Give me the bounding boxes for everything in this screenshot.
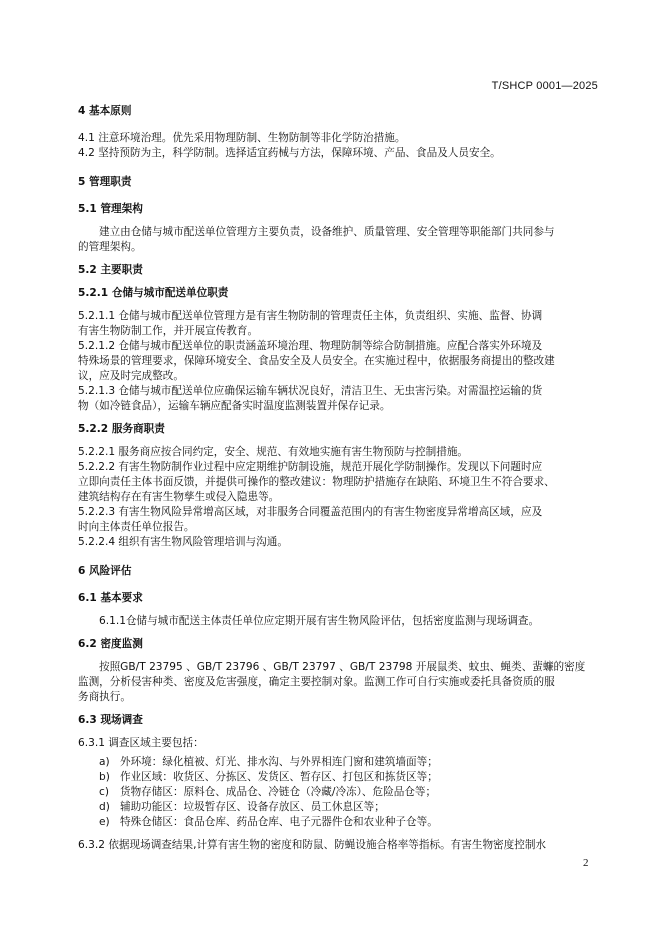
list-text: 作业区域：收货区、分拣区、发货区、暂存区、打包区和拣货区等；	[120, 771, 438, 783]
list-label: b)	[99, 771, 110, 783]
clause-6-2-text-cont2: 务商执行。	[78, 691, 131, 703]
section-5-2-2-heading: 5.2.2 服务商职责	[78, 423, 165, 435]
clause-5-2-2-4: 5.2.2.4 组织有害生物风险管理培训与沟通。	[78, 536, 288, 548]
clause-5-2-2-3-cont: 时向主体责任单位报告。	[78, 521, 195, 533]
list-text: 辅助功能区：垃圾暂存区、设备存放区、员工休息区等；	[120, 801, 385, 813]
page-number: 2	[583, 857, 589, 869]
section-5-1-heading: 5.1 管理架构	[78, 203, 143, 215]
clause-5-2-1-1-cont: 有害生物防制工作，并开展宣传教育。	[78, 325, 259, 337]
list-label: d)	[99, 801, 110, 813]
clause-5-2-2-3: 5.2.2.3 有害生物风险异常增高区域，对非服务合同覆盖范围内的有害生物密度异常增高区域，应及	[78, 506, 543, 518]
clause-6-3-2: 6.3.2 依据现场调查结果,计算有害生物的密度和防鼠、防蝇设施合格率等指标。有害生物密度控制水	[78, 839, 547, 851]
section-5-heading: 5 管理职责	[78, 176, 132, 188]
clause-5-2-2-1: 5.2.2.1 服务商应按合同约定，安全、规范、有效地实施有害生物预防与控制措施。	[78, 446, 469, 458]
clause-5-2-2-2-cont2: 建筑结构存在有害生物孳生或侵入隐患等。	[78, 491, 280, 503]
list-label: e)	[99, 816, 110, 828]
list-text: 货物存储区：原料仓、成品仓、冷链仓（冷藏/冷冻）、危险品仓等；	[120, 786, 437, 798]
clause-5-2-1-2: 5.2.1.2 仓储与城市配送单位的职责涵盖环境治理、物理防制等综合防制措施。应配合落实外环境及	[78, 340, 543, 352]
list-item	[78, 785, 600, 800]
section-5-2-heading: 5.2 主要职责	[78, 264, 143, 276]
section-5-2-1-heading: 5.2.1 仓储与城市配送单位职责	[78, 287, 229, 299]
clause-4-2: 4.2 坚持预防为主，科学防制。选择适宜药械与方法，保障环境、产品、食品及人员安全。	[78, 147, 501, 159]
clause-6-3-1: 6.3.1 调查区域主要包括：	[78, 737, 204, 749]
list-text: 特殊仓储区：食品仓库、药品仓库、电子元器件仓和农业种子仓等。	[120, 816, 438, 828]
clause-5-1-text-cont: 的管理架构。	[78, 241, 142, 253]
clause-6-1-1: 6.1.1仓储与城市配送主体责任单位应定期开展有害生物风险评估，包括密度监测与现场调查。	[99, 615, 540, 627]
section-4-heading: 4 基本原则	[78, 105, 132, 117]
section-6-1-heading: 6.1 基本要求	[78, 592, 143, 604]
clause-5-2-1-3: 5.2.1.3 仓储与城市配送单位应确保运输车辆状况良好，清洁卫生、无虫害污染。对需温控运输的货	[78, 385, 543, 397]
clause-6-2-text-cont: 监测，分析侵害种类、密度及危害强度，确定主要控制对象。监测工作可自行实施或委托具备资质的服	[78, 676, 555, 688]
list-label: a)	[99, 756, 110, 768]
list-item	[78, 755, 600, 770]
document-code: T/SHCP 0001—2025	[491, 80, 598, 92]
clause-5-2-2-2: 5.2.2.2 有害生物防制作业过程中应定期维护防制设施，规范开展化学防制操作。发现以下问题时应	[78, 461, 543, 473]
clause-5-2-1-3-cont: 物（如冷链食品），运输车辆应配备实时温度监测装置并保存记录。	[78, 400, 391, 412]
clause-4-1: 4.1 注意环境治理。优先采用物理防制、生物防制等非化学防治措施。	[78, 132, 406, 144]
clause-5-1-text: 建立由仓储与城市配送单位管理方主要负责，设备维护、质量管理、安全管理等职能部门共同参与	[99, 226, 555, 238]
section-6-3-heading: 6.3 现场调查	[78, 714, 143, 726]
document-body	[78, 104, 600, 853]
clause-5-2-1-1: 5.2.1.1 仓储与城市配送单位管理方是有害生物防制的管理责任主体，负责组织、实施、监督、协调	[78, 310, 543, 322]
list-item	[78, 770, 600, 785]
list-item	[78, 815, 600, 830]
list-label: c)	[99, 786, 109, 798]
clause-6-2-text: 按照GB/T 23795 、GB/T 23796 、GB/T 23797 、GB/T 23798 开展鼠类、蚊虫、蝇类、蜚蠊的密度	[99, 661, 586, 673]
clause-5-2-1-2-cont: 特殊场景的管理要求，保障环境安全、食品安全及人员安全。在实施过程中，依据服务商提出的整改建	[78, 355, 555, 367]
list-item	[78, 800, 600, 815]
section-6-2-heading: 6.2 密度监测	[78, 638, 143, 650]
clause-5-2-2-2-cont: 立即向责任主体书面反馈，并提供可操作的整改建议：物理防护措施存在缺陷、环境卫生不符合要求、	[78, 476, 555, 488]
clause-5-2-1-2-cont2: 议，应及时完成整改。	[78, 370, 184, 382]
section-6-heading: 6 风险评估	[78, 565, 132, 577]
list-text: 外环境：绿化植被、灯光、排水沟、与外界相连门窗和建筑墙面等；	[120, 756, 438, 768]
